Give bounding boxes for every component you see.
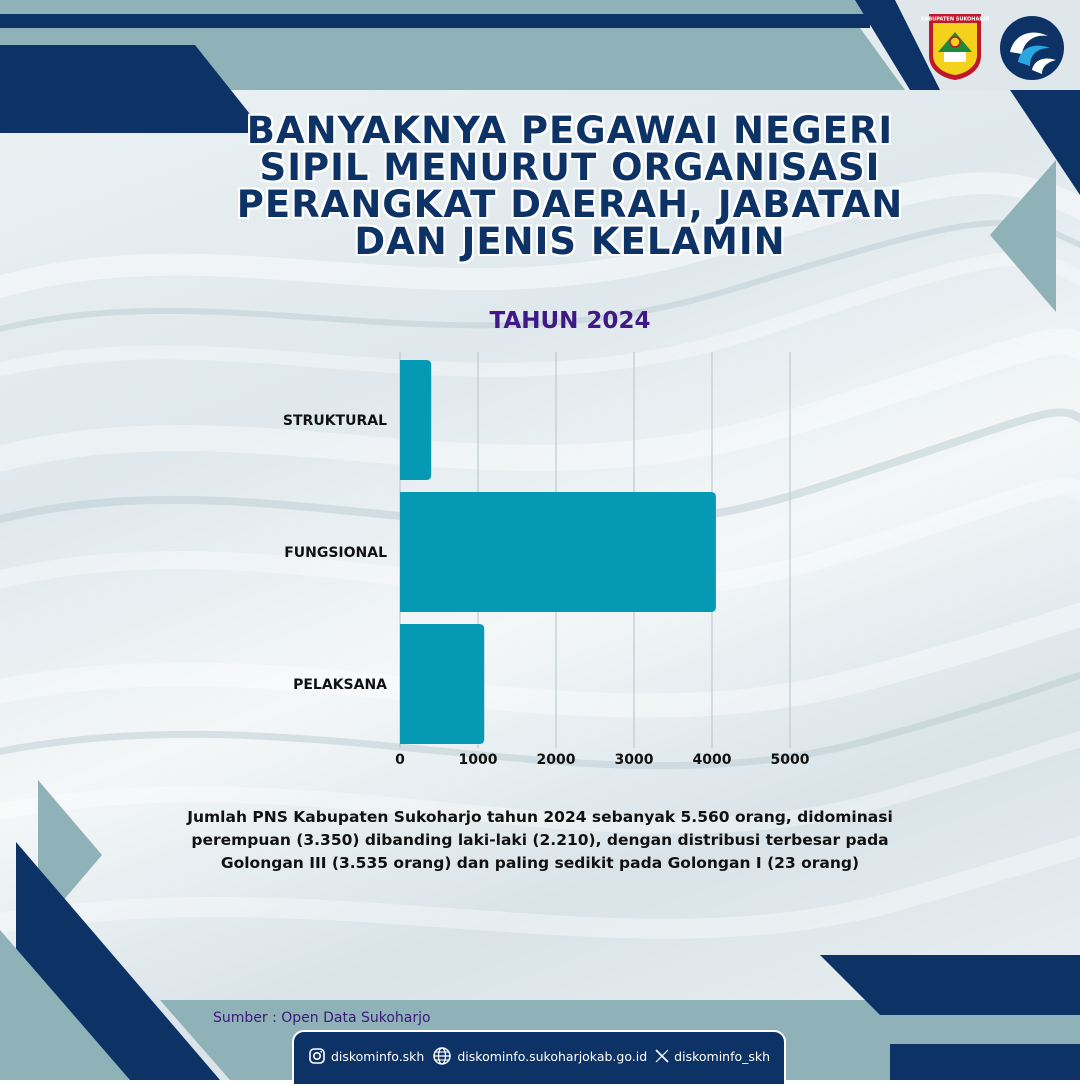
page-title: BANYAKNYA PEGAWAI NEGERI SIPIL MENURUT ORGANISASI PERANGKAT DAERAH, JABATAN DAN JENIS KELAMIN: [236, 109, 904, 263]
footer-website[interactable]: [432, 1046, 647, 1066]
instagram-icon: [308, 1047, 326, 1065]
x-tick-label: 5000: [770, 752, 810, 768]
crest-text: KABUPATEN SUKOHARJO: [920, 16, 990, 23]
source-note: Sumber : Open Data Sukoharjo: [213, 1010, 431, 1026]
footer-website-label: diskominfo.sukoharjokab.go.id: [457, 1048, 648, 1064]
footer-instagram-label: diskominfo.skh: [330, 1048, 425, 1064]
bar: [400, 492, 716, 612]
footer-instagram[interactable]: [308, 1047, 424, 1065]
x-tick-label: 2000: [536, 752, 576, 768]
footer-x[interactable]: [655, 1049, 770, 1064]
globe-icon: [432, 1046, 452, 1066]
x-tick-label: 0: [395, 752, 405, 768]
footer-x-label: diskominfo_skh: [674, 1048, 771, 1064]
x-tick-label: 3000: [614, 752, 654, 768]
category-label: PELAKSANA: [293, 677, 387, 693]
category-label: STRUKTURAL: [282, 413, 387, 429]
x-tick-label: 4000: [692, 752, 732, 768]
social-footer: [292, 1030, 786, 1086]
category-label: FUNGSIONAL: [284, 545, 387, 561]
page-subtitle: TAHUN 2024: [489, 308, 651, 334]
chart-bars: [400, 360, 716, 744]
bar: [400, 624, 484, 744]
summary-text: Jumlah PNS Kabupaten Sukoharjo tahun 2024 sebanyak 5.560 orang, didominasi perempuan (3.350) dibanding laki-laki (2.210), dengan distribusi terbesar pada Golongan III (3.535 orang) dan paling sedikit pada Golongan I (23 orang): [187, 808, 893, 872]
x-twitter-icon: [655, 1049, 669, 1063]
x-tick-label: 1000: [458, 752, 498, 768]
bar: [400, 360, 431, 480]
